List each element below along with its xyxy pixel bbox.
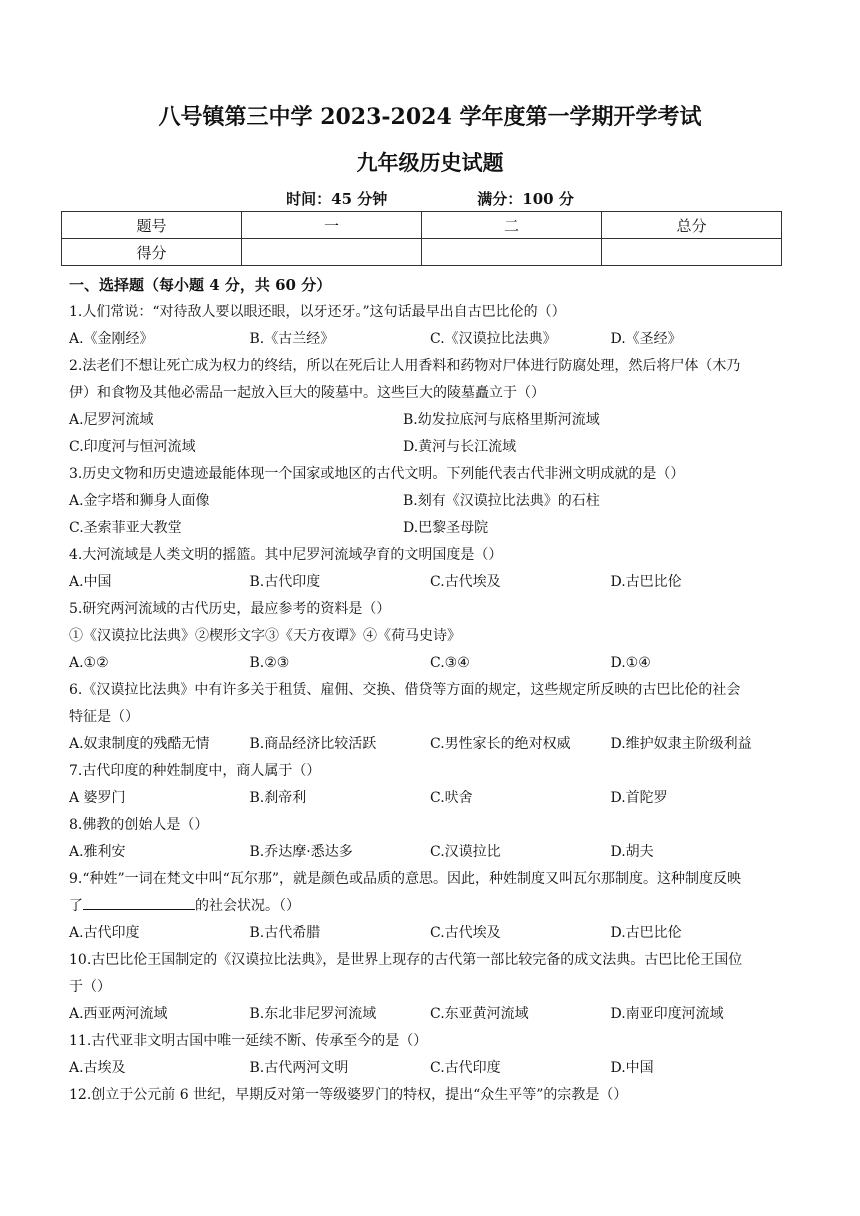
option: B.《古兰经》 <box>249 331 335 347</box>
option: D.首陀罗 <box>610 790 668 806</box>
option: C.古代印度 <box>430 1060 501 1076</box>
score-cell: 得分 <box>62 239 242 266</box>
option: A.雅利安 <box>69 844 126 860</box>
option: C.圣索菲亚大教堂 <box>69 520 182 536</box>
section-title: 一、选择题（每小题 4 分，共 60 分） <box>69 276 332 294</box>
question-stem-cont: 于（） <box>69 979 111 995</box>
question-options <box>69 488 791 515</box>
question-stem: 6.《汉谟拉比法典》中有许多关于租赁、雇佣、交换、借贷等方面的规定，这些规定所反映的古巴比伦的社会 <box>69 682 741 698</box>
option: A.尼罗河流域 <box>69 412 154 428</box>
question-stem: 9.“种姓”一词在梵文中叫“瓦尔那”，就是颜色或品质的意思。因此，种姓制度又叫瓦尔那制度。这种制度反映 <box>69 871 741 887</box>
option: B.古代印度 <box>249 574 321 590</box>
question-stem-cont <box>69 893 791 920</box>
question-options <box>69 731 791 758</box>
question-options <box>69 650 791 677</box>
question-stem: 8.佛教的创始人是（） <box>69 817 209 833</box>
exam-title: 八号镇第三中学 2023-2024 学年度第一学期开学考试 <box>158 104 702 130</box>
question-stem-cont: 伊）和食物及其他必需品一起放入巨大的陵墓中。这些巨大的陵墓矗立于（） <box>69 385 545 401</box>
score-cell: 总分 <box>602 212 782 239</box>
option: C.东亚黄河流域 <box>430 1006 529 1022</box>
question-options <box>69 839 791 866</box>
option: C.③④ <box>430 655 470 671</box>
question-stem: 11.古代亚非文明古国中唯一延续不断、传承至今的是（） <box>69 1033 428 1049</box>
question-stem: 5.研究两河流域的古代历史，最应参考的资料是（） <box>69 601 391 617</box>
question-stem: 4.大河流域是人类文明的摇篮。其中尼罗河流域孕育的文明国度是（） <box>69 547 503 563</box>
option: D.①④ <box>610 655 651 671</box>
question-options <box>69 920 791 947</box>
option: B.古代希腊 <box>249 925 321 941</box>
option: C.古代埃及 <box>430 925 501 941</box>
question-stem-cont: 特征是（） <box>69 709 139 725</box>
option: B.东北非尼罗河流域 <box>249 1006 377 1022</box>
option: B.商品经济比较活跃 <box>249 736 377 752</box>
question-stem: 3.历史文物和历史遗迹最能体现一个国家或地区的古代文明。下列能代表古代非洲文明成就的是（） <box>69 466 685 482</box>
option: A.奴隶制度的残酷无情 <box>69 736 210 752</box>
option: C.汉谟拉比 <box>430 844 501 860</box>
option: B.②③ <box>249 655 290 671</box>
score-input-cell[interactable] <box>422 239 602 266</box>
option: B.刹帝利 <box>249 790 307 806</box>
option: A.西亚两河流域 <box>69 1006 168 1022</box>
question-options <box>69 326 791 353</box>
question-options <box>69 407 791 434</box>
score-cell: 二 <box>422 212 602 239</box>
option: C.吠舍 <box>430 790 473 806</box>
option: D.古巴比伦 <box>610 925 682 941</box>
question-stem: 10.古巴比伦王国制定的《汉谟拉比法典》，是世界上现存的古代第一部比较完备的成文法典。古巴比伦王国位 <box>69 952 743 968</box>
option: C.印度河与恒河流域 <box>69 439 196 455</box>
question-options <box>69 569 791 596</box>
exam-subtitle: 九年级历史试题 <box>356 150 504 175</box>
option: A.中国 <box>69 574 112 590</box>
option: A 婆罗门 <box>69 790 126 806</box>
option: D.南亚印度河流域 <box>610 1006 724 1022</box>
score-table-header-row <box>62 212 782 239</box>
question-options <box>69 1001 791 1028</box>
exam-meta <box>0 188 860 209</box>
option: D.巴黎圣母院 <box>403 520 489 536</box>
question-stem: 12.创立于公元前 6 世纪，早期反对第一等级婆罗门的特权，提出“众生平等”的宗教是（） <box>69 1087 628 1103</box>
option: C.男性家长的绝对权威 <box>430 736 571 752</box>
option: B.古代两河文明 <box>249 1060 349 1076</box>
stem-text: 了 <box>69 898 83 914</box>
question-options <box>69 785 791 812</box>
question-stem: 1.人们常说：“对待敌人要以眼还眼，以牙还牙。”这句话最早出自古巴比伦的（） <box>69 304 566 320</box>
option: A.古代印度 <box>69 925 140 941</box>
stem-text: 的社会状况。（） <box>195 898 300 914</box>
fill-in-blank[interactable] <box>83 895 195 910</box>
option: A.古埃及 <box>69 1060 126 1076</box>
option: A.金字塔和狮身人面像 <box>69 493 210 509</box>
option: D.维护奴隶主阶级利益 <box>610 736 752 752</box>
option: D.黄河与长江流域 <box>403 439 517 455</box>
option: D.中国 <box>610 1060 654 1076</box>
option: B.幼发拉底河与底格里斯河流域 <box>403 412 600 428</box>
option: B.刻有《汉谟拉比法典》的石柱 <box>403 493 600 509</box>
option: A.《金刚经》 <box>69 331 154 347</box>
option: C.《汉谟拉比法典》 <box>430 331 557 347</box>
score-input-cell[interactable] <box>602 239 782 266</box>
question-sub-items: ①《汉谟拉比法典》②楔形文字③《天方夜谭》④《荷马史诗》 <box>69 628 461 644</box>
option: C.古代埃及 <box>430 574 501 590</box>
option: A.①② <box>69 655 109 671</box>
question-options <box>69 434 791 461</box>
score-table-score-row <box>62 239 782 266</box>
option: D.古巴比伦 <box>610 574 682 590</box>
exam-time: 时间：45 分钟 <box>286 190 388 208</box>
score-input-cell[interactable] <box>242 239 422 266</box>
question-options <box>69 515 791 542</box>
question-stem: 2.法老们不想让死亡成为权力的终结，所以在死后让人用香料和药物对尸体进行防腐处理，然后将尸体（木乃 <box>69 358 741 374</box>
score-cell: 一 <box>242 212 422 239</box>
question-options <box>69 1055 791 1082</box>
question-stem: 7.古代印度的种姓制度中，商人属于（） <box>69 763 321 779</box>
option: B.乔达摩·悉达多 <box>249 844 353 860</box>
questions-area <box>69 272 791 1109</box>
exam-full-score: 满分：100 分 <box>477 190 574 208</box>
score-table <box>61 211 782 266</box>
option: D.《圣经》 <box>610 331 682 347</box>
option: D.胡夫 <box>610 844 654 860</box>
score-cell: 题号 <box>62 212 242 239</box>
